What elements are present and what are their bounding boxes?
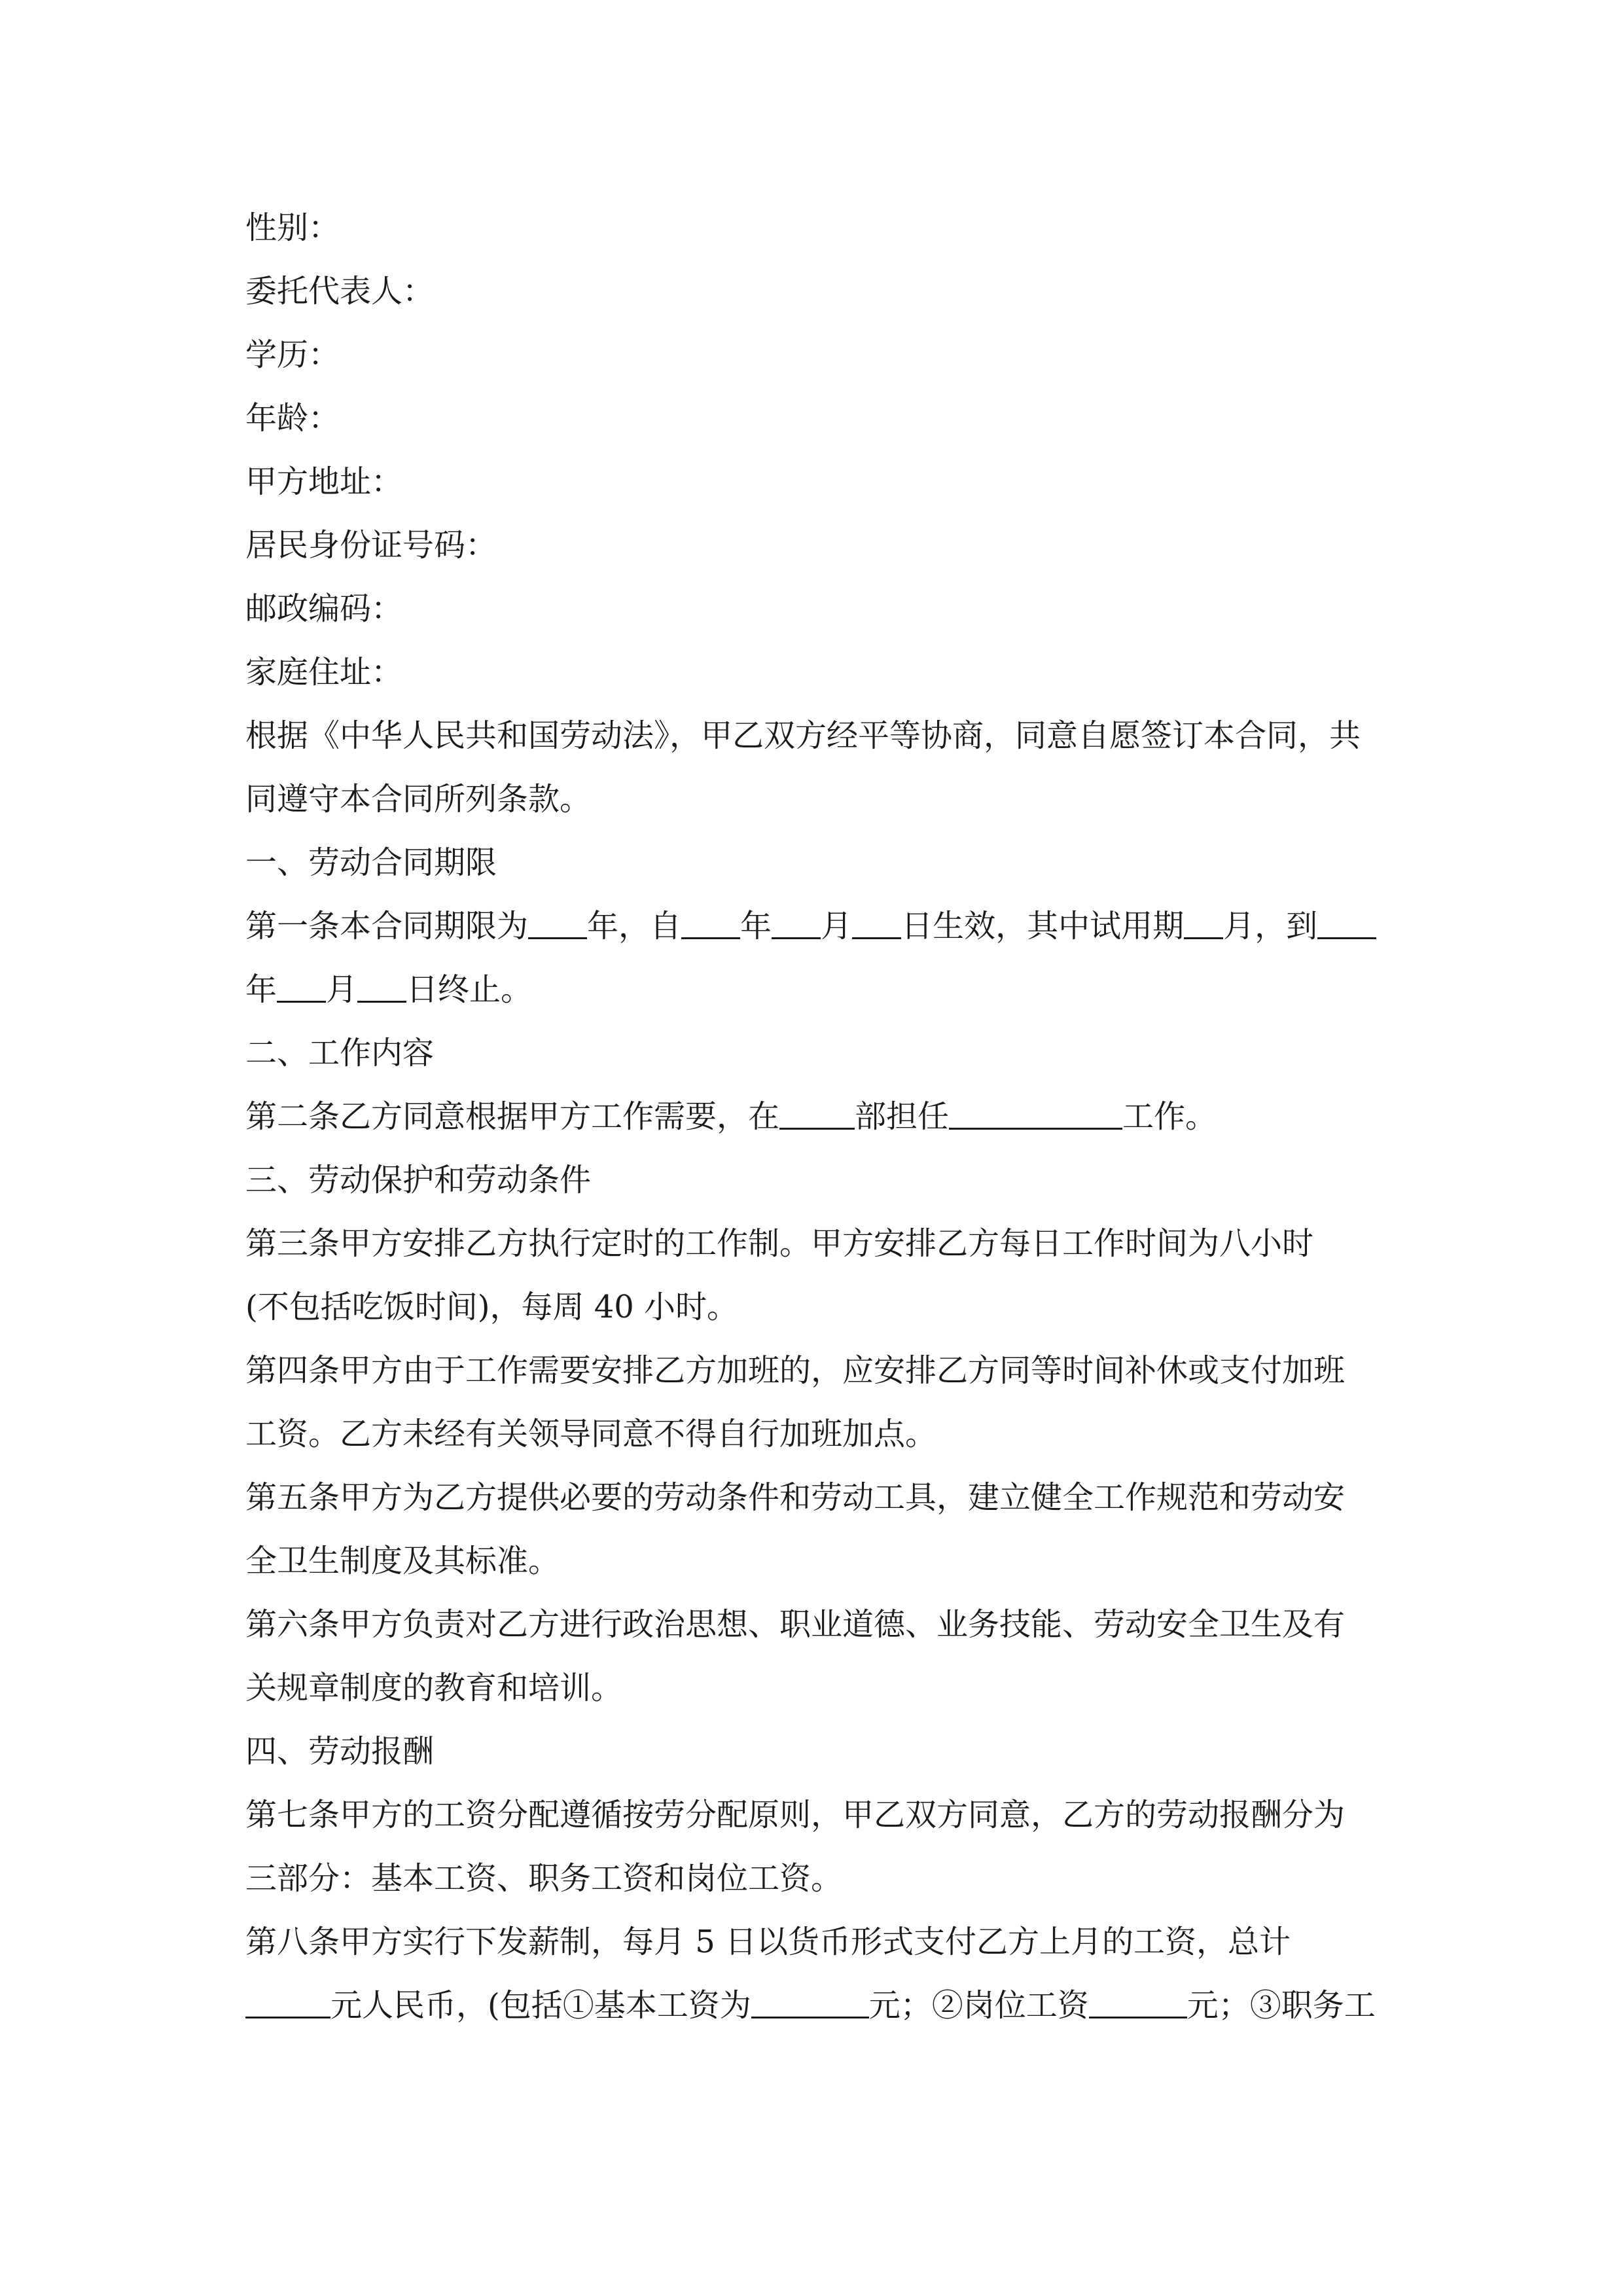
text: 部担任 [855, 1098, 950, 1135]
article-7-line-1: 第七条甲方的工资分配遵循按劳分配原则，甲乙双方同意，乙方的劳动报酬分为 [245, 1797, 1346, 1833]
text: 第一条本合同期限为 [245, 908, 529, 944]
blank-post-salary [1089, 1985, 1187, 2018]
blank-end-day [357, 969, 406, 1003]
article-5-line-1: 第五条甲方为乙方提供必要的劳动条件和劳动工具，建立健全工作规范和劳动安 [245, 1479, 1346, 1516]
field-representative: 委托代表人： [245, 273, 435, 310]
article-6-line-1: 第六条甲方负责对乙方进行政治思想、职业道德、业务技能、劳动安全卫生及有 [245, 1606, 1346, 1643]
blank-end-year [1317, 906, 1376, 939]
text: 月，到 [1223, 908, 1318, 944]
section-4-heading: 四、劳动报酬 [245, 1733, 435, 1770]
article-3-line-2: (不包括吃饭时间)，每周 40 小时。 [245, 1289, 739, 1325]
text: 第二条乙方同意根据甲方工作需要，在 [245, 1098, 780, 1135]
article-4-line-1: 第四条甲方由于工作需要安排乙方加班的，应安排乙方同等时间补休或支付加班 [245, 1352, 1346, 1389]
text: 年 [740, 908, 772, 944]
section-1-heading: 一、劳动合同期限 [245, 844, 497, 881]
section-2-heading: 二、工作内容 [245, 1035, 435, 1071]
field-postal-code: 邮政编码： [245, 590, 403, 627]
blank-start-day [852, 906, 901, 939]
blank-position [949, 1096, 1122, 1130]
field-party-a-address: 甲方地址： [245, 463, 403, 500]
text: 年 [245, 971, 277, 1008]
blank-probation-months [1184, 906, 1223, 939]
blank-start-month [772, 906, 821, 939]
blank-end-month [277, 969, 326, 1003]
text: 年，自 [587, 908, 682, 944]
blank-start-year [681, 906, 740, 939]
text: 元；③职务工 [1186, 1987, 1376, 2024]
article-1-line-1 [245, 895, 1381, 958]
blank-total-salary [245, 1985, 330, 2018]
text: 元人民币，(包括①基本工资为 [330, 1987, 751, 2024]
text: 日生效，其中试用期 [901, 908, 1185, 944]
field-home-address: 家庭住址： [245, 654, 403, 691]
blank-term-years [528, 906, 587, 939]
article-8-line-2 [245, 1974, 1381, 2037]
article-7-line-2: 三部分：基本工资、职务工资和岗位工资。 [245, 1860, 843, 1897]
field-age: 年龄： [245, 400, 340, 437]
preamble-line-1: 根据《中华人民共和国劳动法》，甲乙双方经平等协商，同意自愿签订本合同，共 [245, 717, 1361, 754]
contract-body [245, 196, 1381, 2037]
section-3-heading: 三、劳动保护和劳动条件 [245, 1162, 592, 1198]
preamble-line-2: 同遵守本合同所列条款。 [245, 781, 592, 817]
article-2 [245, 1085, 1381, 1149]
article-1-line-2 [245, 958, 1381, 1022]
text: 月 [326, 971, 358, 1008]
article-4-line-2: 工资。乙方未经有关领导同意不得自行加班加点。 [245, 1416, 937, 1452]
text: 工作。 [1122, 1098, 1217, 1135]
article-8-line-1: 第八条甲方实行下发薪制，每月 5 日以货币形式支付乙方上月的工资，总计 [245, 1924, 1291, 1960]
field-gender: 性别： [245, 209, 340, 246]
field-education: 学历： [245, 336, 340, 373]
text: 月 [821, 908, 853, 944]
article-5-line-2: 全卫生制度及其标准。 [245, 1543, 560, 1579]
text: 日终止。 [406, 971, 533, 1008]
article-3-line-1: 第三条甲方安排乙方执行定时的工作制。甲方安排乙方每日工作时间为八小时 [245, 1225, 1314, 1262]
field-id-number: 居民身份证号码： [245, 527, 497, 564]
article-6-line-2: 关规章制度的教育和培训。 [245, 1670, 623, 1706]
text: 元；②岗位工资 [868, 1987, 1089, 2024]
blank-base-salary [751, 1985, 869, 2018]
blank-department [779, 1096, 855, 1130]
